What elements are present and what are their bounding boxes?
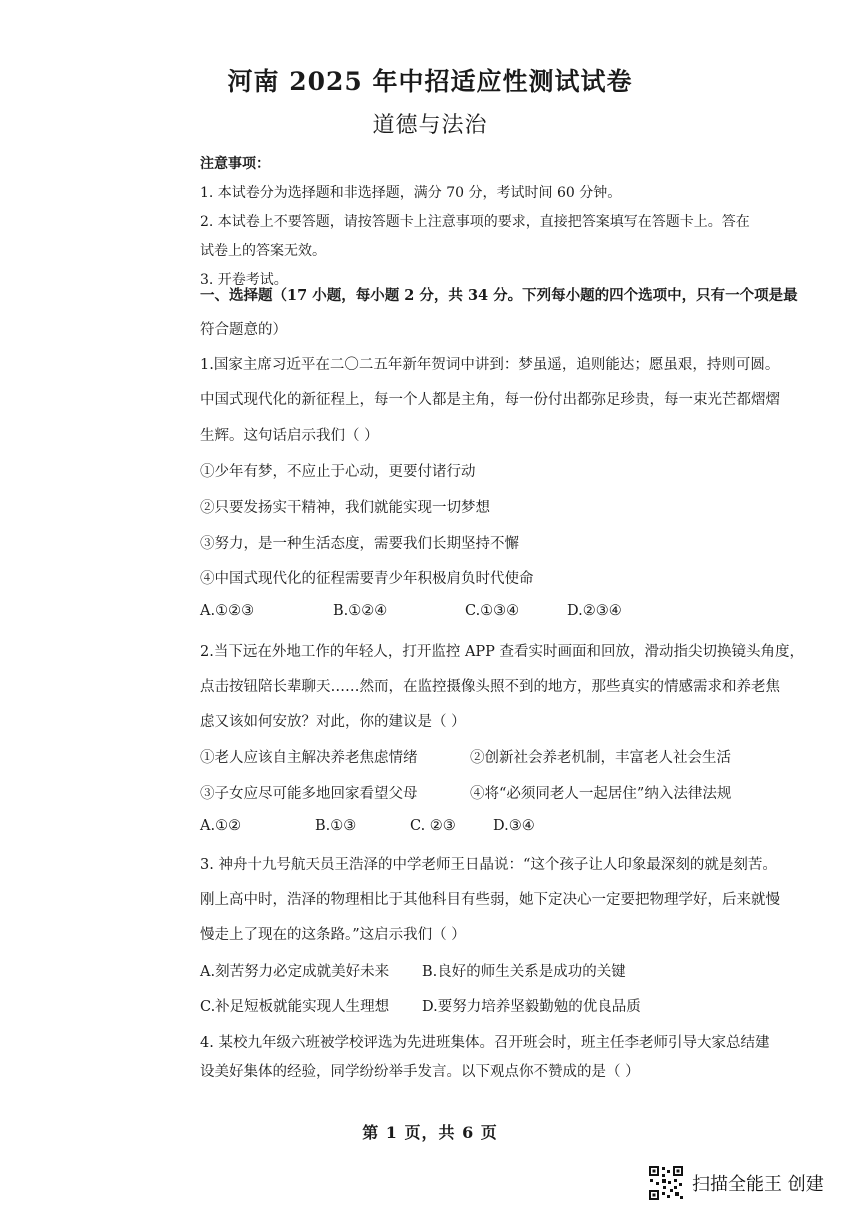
q2-option-a: A.①②: [200, 818, 242, 834]
q3-option-a: A.刻苦努力必定成就美好未来: [200, 964, 390, 980]
q1-stem-line3: 生辉。这句话启示我们（ ）: [200, 428, 379, 444]
notes-block: [200, 150, 800, 295]
qr-code-icon: [648, 1165, 684, 1201]
q2-statement-3: ③子女应尽可能多地回家看望父母: [200, 786, 418, 802]
subject-title: 道德与法治: [372, 113, 488, 138]
q1-stem-line1: 1.国家主席习近平在二〇二五年新年贺词中讲到：梦虽遥，追则能达；愿虽艰，持则可圆。: [200, 357, 780, 373]
q3-option-b: B.良好的师生关系是成功的关键: [422, 964, 626, 980]
q2-statement-4: ④将“必须同老人一起居住”纳入法律法规: [470, 786, 732, 802]
q3-option-c: C.补足短板就能实现人生理想: [200, 999, 390, 1015]
notes-item: 1. 本试卷分为选择题和非选择题，满分 70 分，考试时间 60 分钟。: [200, 185, 622, 201]
notes-heading: 注意事项：: [200, 156, 270, 172]
q3-stem-line3: 慢走上了现在的这条路。”这启示我们（ ）: [200, 927, 466, 943]
notes-item: 3. 开卷考试。: [200, 272, 288, 288]
q1-option-a: A.①②③: [200, 603, 255, 619]
exam-title: 河南 2025 年中招适应性测试试卷: [227, 67, 633, 96]
page-number: 第 1 页，共 6 页: [362, 1123, 498, 1142]
q2-option-d: D.③④: [493, 818, 535, 834]
q1-statement-1: ①少年有梦，不应止于心动，更要付诸行动: [200, 464, 476, 480]
q1-statement-3: ③努力，是一种生活态度，需要我们长期坚持不懈: [200, 536, 519, 552]
q2-statement-2: ②创新社会养老机制，丰富老人社会生活: [470, 750, 731, 766]
q2-option-c: C. ②③: [410, 818, 456, 834]
q2-stem-line2: 点击按钮陪长辈聊天……然而，在监控摄像头照不到的地方，那些真实的情感需求和养老焦: [200, 679, 780, 695]
q1-statement-2: ②只要发扬实干精神，我们就能实现一切梦想: [200, 500, 490, 516]
notes-item: 试卷上的答案无效。: [200, 243, 326, 259]
section-heading-line2: 符合题意的）: [200, 322, 287, 338]
q1-stem-line2: 中国式现代化的新征程上，每一个人都是主角，每一份付出都弥足珍贵，每一束光芒都熠熠: [200, 392, 780, 408]
q1-statement-4: ④中国式现代化的征程需要青少年积极肩负时代使命: [200, 571, 534, 587]
q3-stem-line1: 3. 神舟十九号航天员王浩泽的中学老师王日晶说：“这个孩子让人印象最深刻的就是刻苦。: [200, 857, 777, 873]
q4-stem-line2: 设美好集体的经验，同学纷纷举手发言。以下观点你不赞成的是（ ）: [200, 1064, 640, 1080]
q2-statement-1: ①老人应该自主解决养老焦虑情绪: [200, 750, 418, 766]
q4-stem-line1: 4. 某校九年级六班被学校评选为先进班集体。召开班会时，班主任李老师引导大家总结建: [200, 1035, 770, 1051]
notes-item: 2. 本试卷上不要答题，请按答题卡上注意事项的要求，直接把答案填写在答题卡上。答在: [200, 214, 750, 230]
q2-stem-line1: 2.当下远在外地工作的年轻人，打开监控 APP 查看实时画面和回放，滑动指尖切换镜头角度，: [200, 644, 805, 660]
q2-stem-line3: 虑又该如何安放？对此，你的建议是（ ）: [200, 714, 466, 730]
section-heading-line1: 一、选择题（17 小题，每小题 2 分，共 34 分。下列每小题的四个选项中，只有一个项是最: [200, 287, 798, 304]
scanner-label: 扫描全能王 创建: [692, 1174, 824, 1195]
q1-option-c: C.①③④: [465, 603, 520, 619]
q3-option-d: D.要努力培养坚毅勤勉的优良品质: [422, 999, 641, 1015]
q1-option-b: B.①②④: [333, 603, 388, 619]
q2-option-b: B.①③: [315, 818, 357, 834]
q1-option-d: D.②③④: [567, 603, 622, 619]
scanner-watermark: [648, 1163, 824, 1203]
q3-stem-line2: 刚上高中时，浩泽的物理相比于其他科目有些弱，她下定决心一定要把物理学好，后来就慢: [200, 892, 780, 908]
